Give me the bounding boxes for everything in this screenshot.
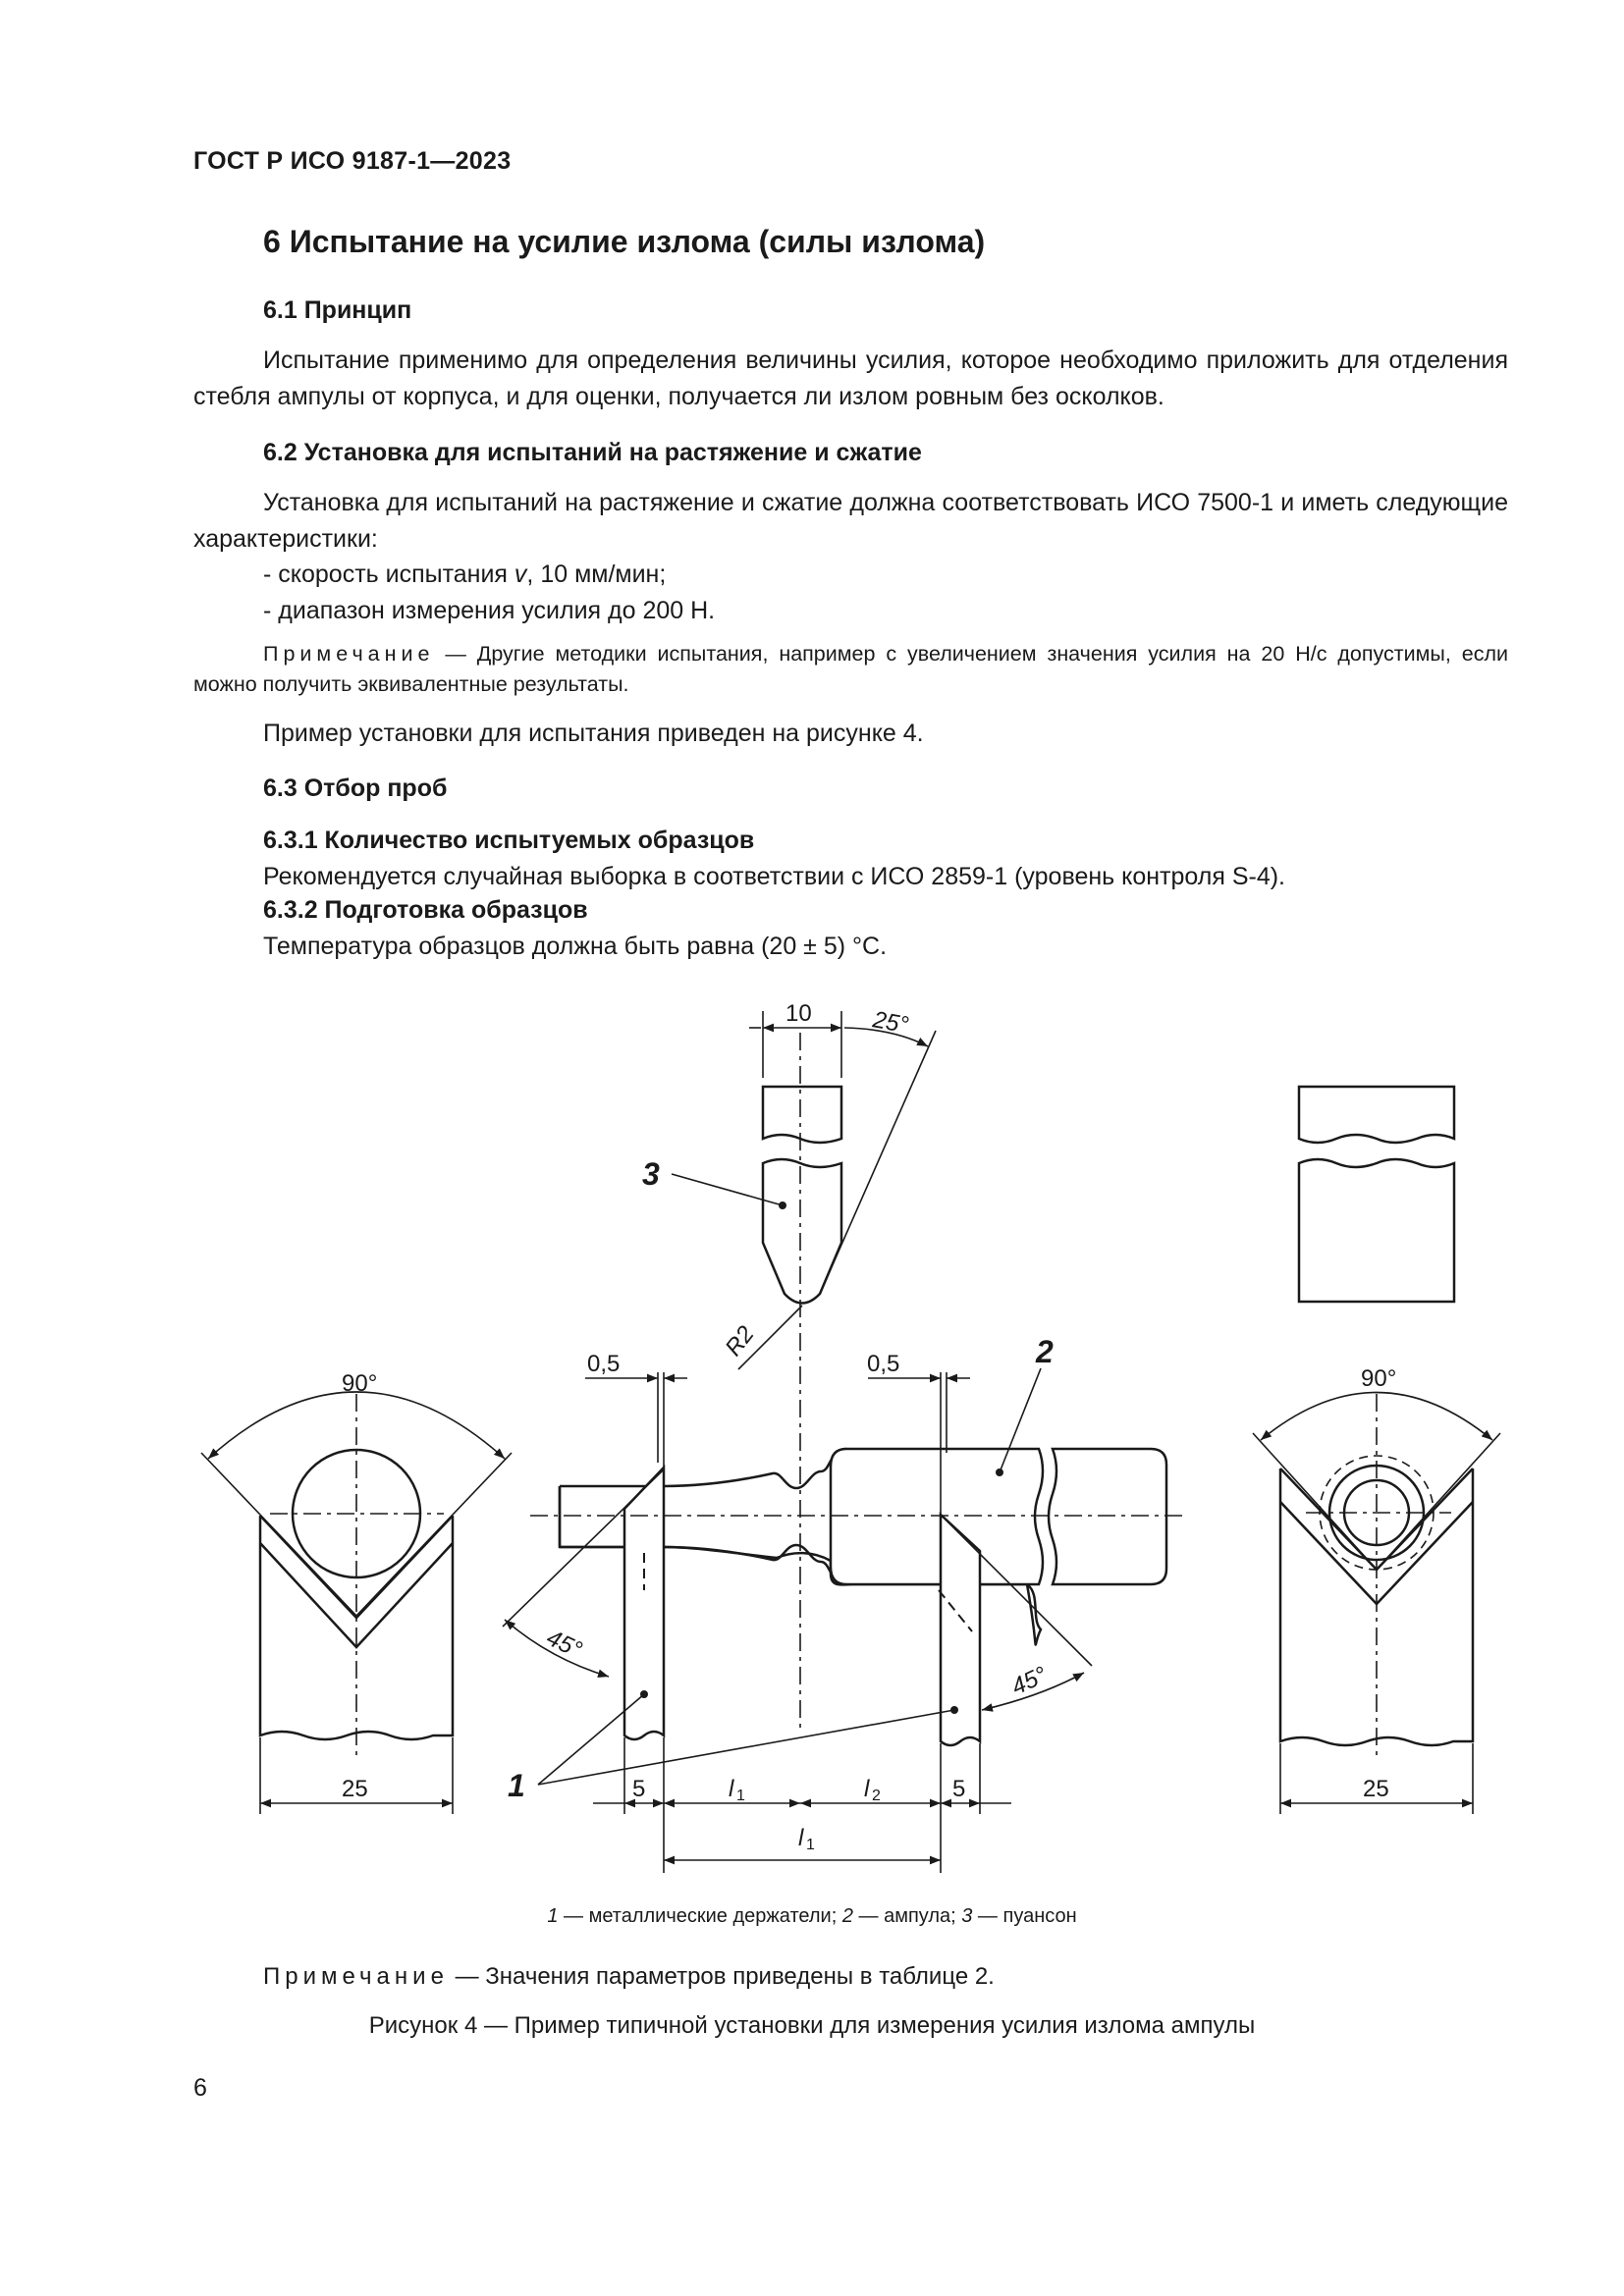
list-item-speed-pre: - скорость испытания bbox=[263, 561, 514, 588]
legend-num-3: 3 bbox=[961, 1905, 973, 1927]
dim-l1-upper-sub: 1 bbox=[736, 1788, 745, 1804]
legend-num-2: 2 bbox=[841, 1905, 853, 1927]
left-holder bbox=[624, 1468, 664, 1739]
item-2-label: 2 bbox=[1036, 1334, 1054, 1369]
dim-l1-lower-letter: l bbox=[798, 1825, 804, 1851]
example-reference: Пример установки для испытания приведен на рисунке 4. bbox=[263, 720, 924, 747]
section-6-3-2-title: 6.3.2 Подготовка образцов bbox=[263, 896, 588, 924]
angle-45-left-label: 45° bbox=[542, 1624, 586, 1664]
dim-l2-sub: 2 bbox=[872, 1788, 881, 1804]
section-6-title: 6 Испытание на усилие излома (силы излома) bbox=[263, 224, 986, 259]
legend-text-1: — металлические держатели; bbox=[558, 1905, 842, 1927]
angle-90-left-label: 90° bbox=[342, 1370, 378, 1397]
dim-5-left-label: 5 bbox=[632, 1776, 646, 1802]
page-number: 6 bbox=[193, 2074, 207, 2102]
note-label: Примечание bbox=[263, 642, 435, 666]
section-6-1-title: 6.1 Принцип bbox=[263, 296, 412, 324]
legend-text-3: — пуансон bbox=[972, 1905, 1077, 1927]
figure-note-label: Примечание bbox=[263, 1963, 449, 1990]
ampoule-body-left bbox=[831, 1449, 1043, 1584]
dim-25-right-label: 25 bbox=[1363, 1776, 1389, 1802]
speed-variable: v bbox=[514, 561, 527, 588]
section-6-1-body: Испытание применимо для определения величины усилия, которое необходимо приложить для отделения стебля ампулы от корпуса, и для оценки, получается ли излом ровным без осколков. bbox=[193, 347, 1508, 410]
figure-note-text: — Значения параметров приведены в таблице 2. bbox=[448, 1963, 995, 1990]
dim-l2-letter: l bbox=[864, 1776, 870, 1802]
angle-25-label: 25° bbox=[870, 1006, 911, 1040]
item-1-label: 1 bbox=[508, 1768, 525, 1803]
figure-note bbox=[263, 1963, 995, 1991]
angle-45-right-label: 45° bbox=[1007, 1661, 1052, 1701]
section-6-3-1-text: Рекомендуется случайная выборка в соответствии с ИСО 2859-1 (уровень контроля S-4). bbox=[263, 863, 1286, 890]
item-3-label: 3 bbox=[642, 1156, 660, 1192]
dim-10-label: 10 bbox=[785, 1000, 812, 1027]
section-6-3-title: 6.3 Отбор проб bbox=[263, 774, 448, 802]
ampoule-body bbox=[560, 1449, 846, 1584]
figure-caption: Рисунок 4 — Пример типичной установки для измерения усилия излома ампулы bbox=[368, 2012, 1256, 2039]
dim-05-right-label: 0,5 bbox=[867, 1351, 900, 1377]
legend-num-1: 1 bbox=[547, 1905, 559, 1927]
right-block bbox=[1299, 1087, 1454, 1302]
section-6-3-2-text: Температура образцов должна быть равна (20 ± 5) °С. bbox=[263, 933, 888, 960]
angle-90-right-label: 90° bbox=[1361, 1365, 1397, 1392]
ampoule-body-right bbox=[1049, 1449, 1166, 1584]
note-text: — Другие методики испытания, например с увеличением значения усилия на 20 Н/с допустимы, если можно получить эквивалентные результаты. bbox=[193, 642, 1508, 696]
legend-text-2: — ампула; bbox=[852, 1905, 962, 1927]
dim-l1-lower-sub: 1 bbox=[806, 1837, 815, 1853]
dim-l1-upper-letter: l bbox=[729, 1776, 734, 1802]
document-header: ГОСТ Р ИСО 9187-1—2023 bbox=[193, 147, 512, 175]
dim-05-left-label: 0,5 bbox=[587, 1351, 621, 1377]
section-6-2-body: Установка для испытаний на растяжение и сжатие должна соответствовать ИСО 7500-1 и иметь следующие характеристики: bbox=[193, 489, 1508, 553]
list-item-speed-post: , 10 мм/мин; bbox=[526, 561, 667, 588]
dimension-10 bbox=[738, 1011, 936, 1369]
list-item-range: - диапазон измерения усилия до 200 Н. bbox=[263, 597, 716, 624]
section-6-2-title: 6.2 Установка для испытаний на растяжение и сжатие bbox=[263, 439, 922, 466]
section-6-3-1-title: 6.3.1 Количество испытуемых образцов bbox=[263, 827, 755, 854]
figure-legend bbox=[0, 1905, 1624, 1928]
radius-label: R2 bbox=[720, 1320, 760, 1362]
dim-5-right-label: 5 bbox=[952, 1776, 966, 1802]
dim-25-left-label: 25 bbox=[342, 1776, 368, 1802]
